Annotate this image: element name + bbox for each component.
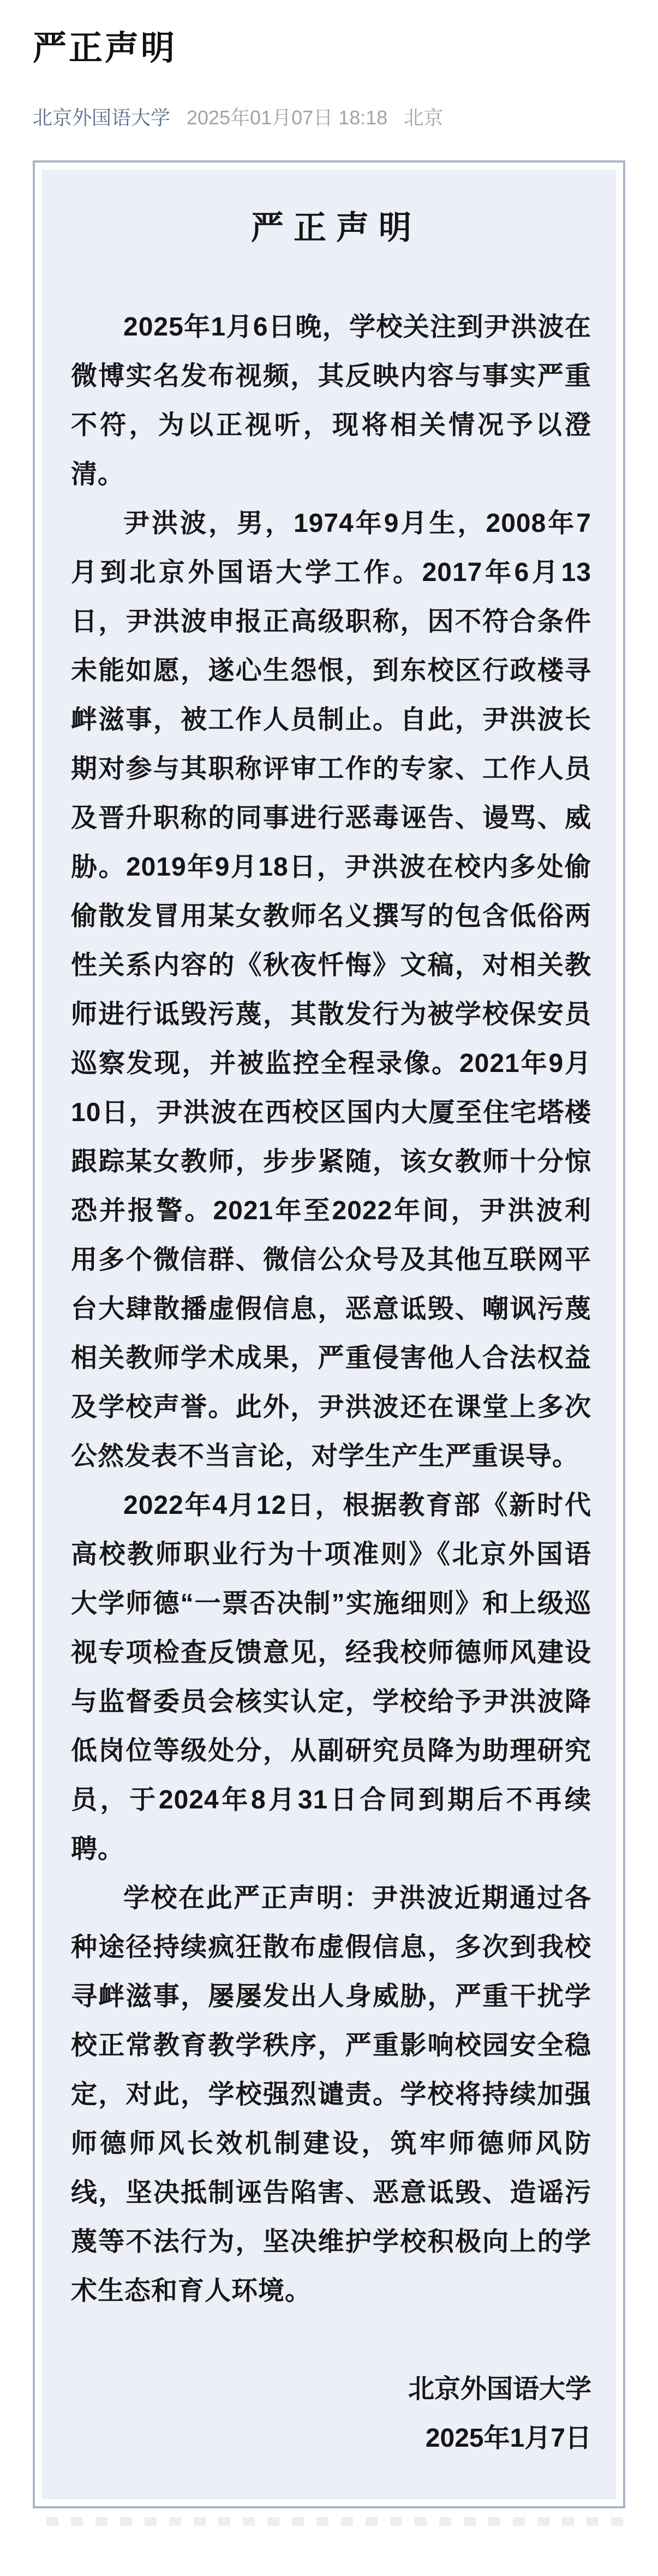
statement-paragraph: 学校在此严正声明：尹洪波近期通过各种途径持续疯狂散布虚假信息，多次到我校寻衅滋事，屡屡发出人身威胁，严重干扰学校正常教育教学秩序，严重影响校园安全稳定，对此，学校强烈谴责。学校将持续加强师德师风长效机制建设，筑牢师德师风防线，坚决抵制诬告陷害、恶意诋毁、造谣污蔑等不法行为，坚决维护学校积极向上的学术生态和育人环境。	[71, 1883, 591, 2305]
statement-card-inner	[42, 170, 616, 2499]
statement-paragraph: 2022年4月12日，根据教育部《新时代高校教师职业行为十项准则》《北京外国语大学师德“一票否决制”实施细则》和上级巡视专项检查反馈意见，经我校师德师风建设与监督委员会核实认定，学校给予尹洪波降低岗位等级处分，从副研究员降为助理研究员，于2024年8月31日合同到期后不再续聘。	[71, 1490, 591, 1864]
statement-paragraph: 2025年1月6日晚，学校关注到尹洪波在微博实名发布视频，其反映内容与事实严重不符，为以正视听，现将相关情况予以澄清。	[71, 312, 591, 489]
signature-org: 北京外国语大学	[408, 2374, 591, 2404]
page-header	[0, 0, 658, 130]
post-meta	[33, 106, 625, 129]
post-timestamp: 2025年01月07日 18:18	[187, 106, 388, 129]
statement-body	[71, 303, 591, 2316]
signature-block	[71, 2365, 591, 2463]
statement-title: 严正声明	[251, 209, 421, 246]
page-title: 严正声明	[33, 29, 177, 67]
post-location: 北京	[404, 106, 444, 129]
signature-date: 2025年1月7日	[425, 2423, 591, 2453]
watermark-strip	[46, 2517, 631, 2526]
statement-paragraph: 尹洪波，男，1974年9月生，2008年7月到北京外国语大学工作。2017年6月13日，尹洪波申报正高级职称，因不符合条件未能如愿，遂心生怨恨，到东校区行政楼寻衅滋事，被工作人员制止。自此，尹洪波长期对参与其职称评审工作的专家、工作人员及晋升职称的同事进行恶毒诬告、谩骂、威胁。2019年9月18日，尹洪波在校内多处偷偷散发冒用某女教师名义撰写的包含低俗两性关系内容的《秋夜忏悔》文稿，对相关教师进行诋毁污蔑，其散发行为被学校保安员巡察发现，并被监控全程录像。2021年9月10日，尹洪波在西校区国内大厦至住宅塔楼跟踪某女教师，步步紧随，该女教师十分惊恐并报警。2021年至2022年间，尹洪波利用多个微信群、微信公众号及其他互联网平台大肆散播虚假信息，恶意诋毁、嘲讽污蔑相关教师学术成果，严重侵害他人合法权益及学校声誉。此外，尹洪波还在课堂上多次公然发表不当言论，对学生产生严重误导。	[71, 508, 591, 1471]
author-link[interactable]: 北京外国语大学	[33, 106, 171, 129]
statement-card	[33, 160, 625, 2508]
